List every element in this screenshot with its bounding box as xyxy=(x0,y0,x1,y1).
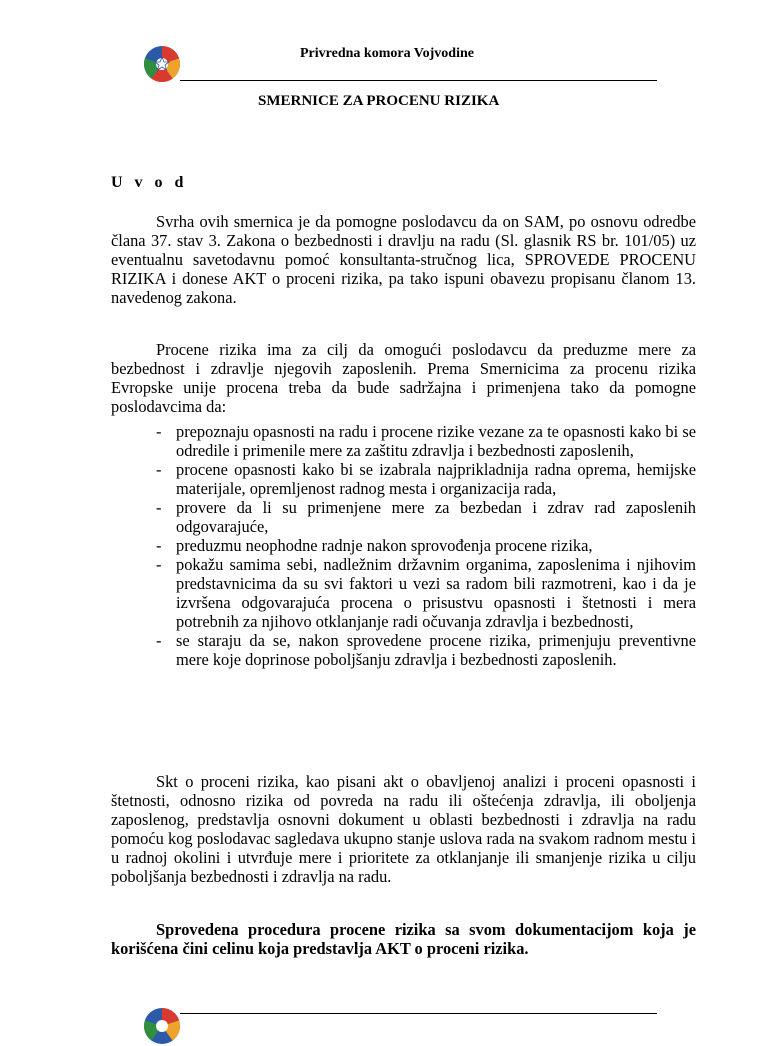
header-rule xyxy=(180,80,657,81)
paragraph-purpose: Svrha ovih smernica je da pomogne poslodavcu da on SAM, po osnovu odredbe člana 37. stav 3. Zakona o bezbednosti i dravlju na radu (Sl. glasnik RS br. 101/05) uz eventualnu savetodavnu pomoć konsultanta-stručnog lica, SPROVEDE PROCENU RIZIKA i donese AKT o proceni rizika, pa tako ispuni obavezu propisanu članom 13. navedenog zakona. xyxy=(111,212,696,307)
employer-obligations-list xyxy=(111,422,696,669)
paragraph-goal: Procene rizika ima za cilj da omogući poslodavcu da preduzme mere za bezbednost i zdravlje njegovih zaposlenih. Prema Smernicima za procenu rizika Evropske unije procena treba da bude sadržajna i primenjena tako da pomogne poslodavcima da: xyxy=(111,340,696,416)
bullet-marker: - xyxy=(156,536,162,555)
list-item xyxy=(111,422,696,460)
list-item xyxy=(111,498,696,536)
paragraph-conclusion: Sprovedena procedura procene rizika sa svom dokumentacijom koja je korišćena čini celinu koja predstavlja AKT o proceni rizika. xyxy=(111,920,696,958)
bullet-marker: - xyxy=(156,460,162,479)
list-item-text: provere da li su primenjene mere za bezbedan i zdrav rad zaposlenih odgovarajuće, xyxy=(176,498,696,536)
list-item-text: pokažu samima sebi, nadležnim državnim organima, zaposlenima i njihovim predstavnicima da su svi faktori u vezi sa radom bili razmotreni, kao i da je izvršena odgovarajuća procena o prisustvu opasnosti i štetnosti i mera potrebnih za njihovo otklanjanje radi očuvanja zdravlja i bezbednosti, xyxy=(176,555,696,631)
bullet-marker: - xyxy=(156,498,162,517)
list-item-text: se staraju da se, nakon sprovedene procene rizika, primenjuju preventivne mere koje doprinose poboljšanju zdravlja i bezbednosti zaposlenih. xyxy=(176,631,696,669)
list-item-text: preduzmu neophodne radnje nakon sprovođenja procene rizika, xyxy=(176,536,593,555)
list-item xyxy=(111,460,696,498)
list-item-text: procene opasnosti kako bi se izabrala najprikladnija radna oprema, hemijske materijale, opremljenost radnog mesta i organizacija rada, xyxy=(176,460,696,498)
bullet-marker: - xyxy=(156,555,162,574)
list-item-text: prepoznaju opasnosti na radu i procene rizike vezane za te opasnosti kako bi se odredile i primenile mere za zaštitu zdravlja i bezbednosti zaposlenih, xyxy=(176,422,696,460)
paragraph-act-definition: Skt o proceni rizika, kao pisani akt o obavljenoj analizi i proceni opasnosti i štetnosti, odnosno rizika od povreda na radu ili oštećenja zdravlja, ili oboljenja zaposlenog, predstavlja osnovni dokument u oblasti bezbednosti i zdravlja na radu pomoću kog poslodavac sagledava ukupno stanje uslova rada na svakom radnom mestu i u radnoj okolini i utvrđuje mere i prioritete za otklanjanje ili smanjenje rizika u cilju poboljšanja bezbednosti i zdravlja na radu. xyxy=(111,772,696,886)
bullet-marker: - xyxy=(156,422,162,441)
list-item xyxy=(111,631,696,669)
footer-logo-icon xyxy=(142,1006,182,1046)
footer-rule xyxy=(180,1013,657,1014)
chamber-logo-icon xyxy=(142,44,182,84)
section-heading: U v o d xyxy=(111,174,188,191)
list-item xyxy=(111,536,696,555)
organization-name: Privredna komora Vojvodine xyxy=(300,46,474,61)
list-item xyxy=(111,555,696,631)
bullet-marker: - xyxy=(156,631,162,650)
document-title: SMERNICE ZA PROCENU RIZIKA xyxy=(258,93,500,109)
